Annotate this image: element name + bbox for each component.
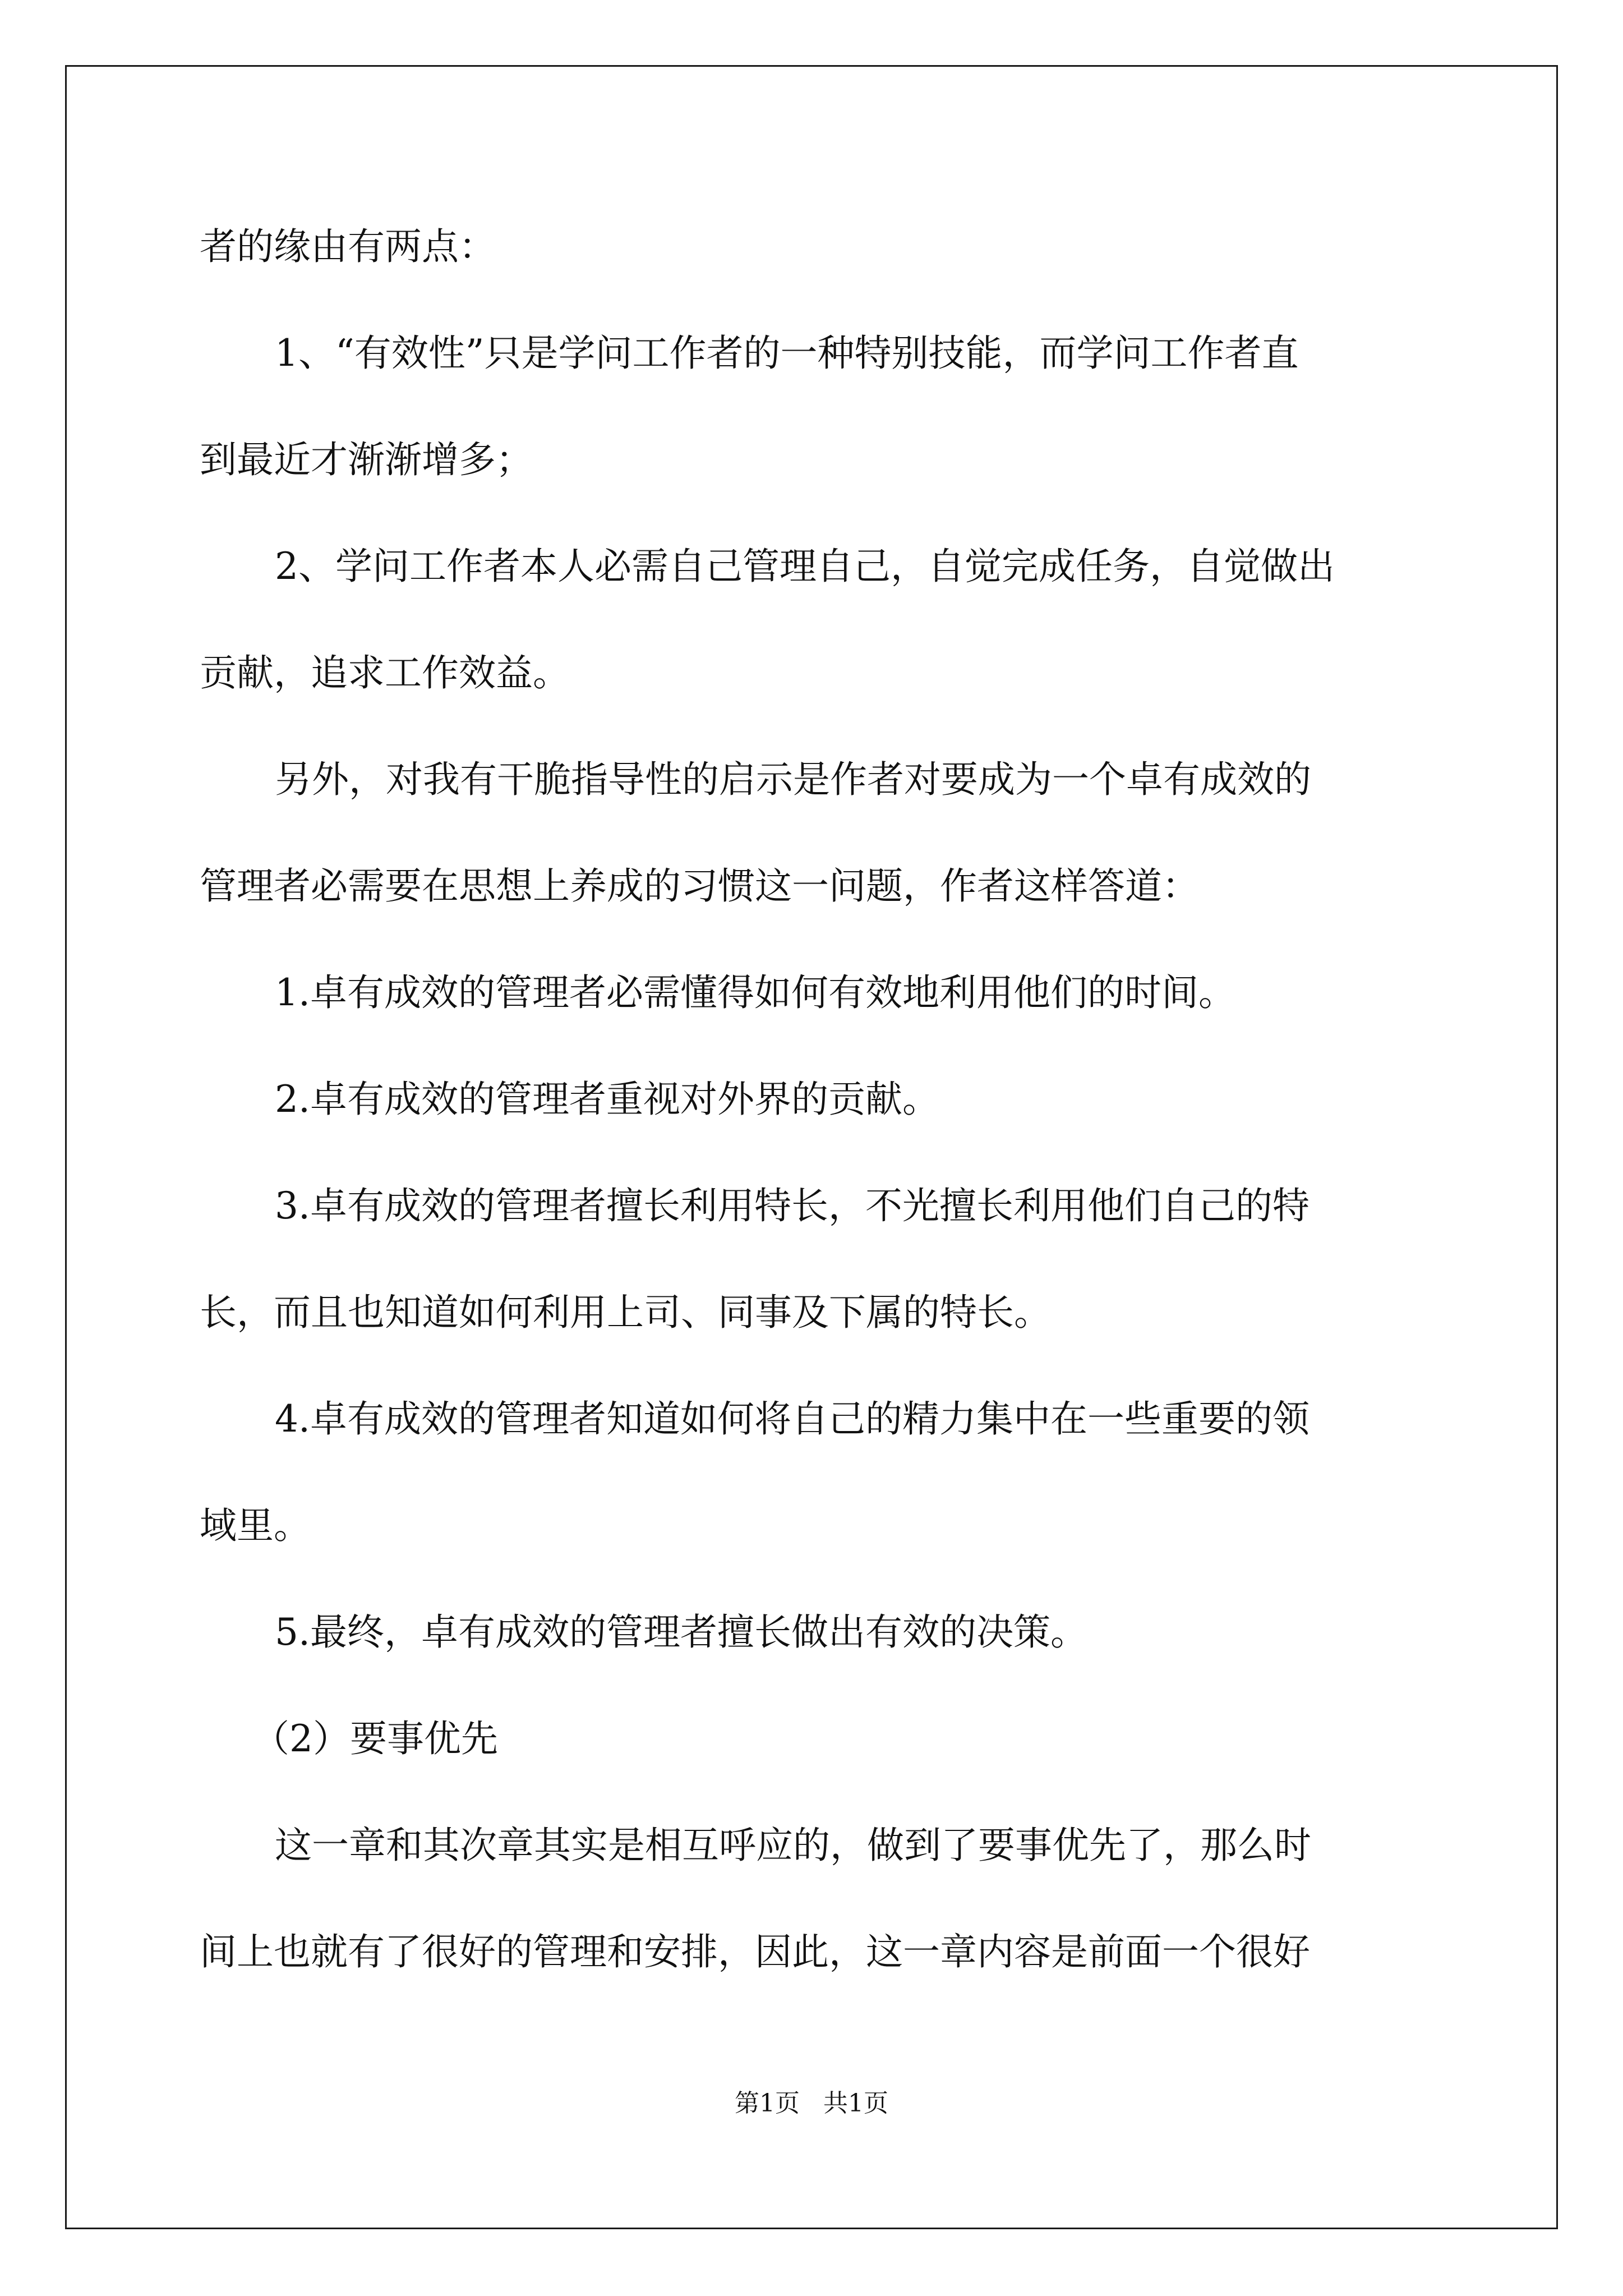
text-line: 1.卓有成效的管理者必需懂得如何有效地利用他们的时间。	[275, 971, 1235, 1014]
page-border	[65, 65, 1558, 2229]
text-line: 3.卓有成效的管理者擅长利用特长，不光擅长利用他们自己的特	[275, 1184, 1310, 1227]
text-line: 间上也就有了很好的管理和安排，因此，这一章内容是前面一个很好	[200, 1930, 1310, 1973]
text-line: 4.卓有成效的管理者知道如何将自己的精力集中在一些重要的领	[275, 1397, 1310, 1441]
text-line: 2、学问工作者本人必需自己管理自己，自觉完成任务，自觉做出	[275, 545, 1335, 588]
page-footer: 第1页 共1页	[735, 2089, 888, 2118]
text-line: 另外，对我有干脆指导性的启示是作者对要成为一个卓有成效的	[275, 758, 1311, 801]
text-line: 这一章和其次章其实是相互呼应的，做到了要事优先了，那么时	[275, 1824, 1311, 1867]
text-line: 贡献，追求工作效益。	[200, 651, 570, 694]
text-line: 管理者必需要在思想上养成的习惯这一问题，作者这样答道：	[200, 864, 1199, 908]
text-line: 长，而且也知道如何利用上司、同事及下属的特长。	[200, 1291, 1051, 1334]
text-line: 域里。	[200, 1504, 311, 1547]
text-line: 1、“有效性”只是学问工作者的一种特别技能，而学问工作者直	[275, 332, 1299, 375]
text-line: 者的缘由有两点：	[200, 225, 496, 268]
text-line: 5.最终，卓有成效的管理者擅长做出有效的决策。	[275, 1611, 1087, 1654]
section-heading: （2）要事优先	[252, 1717, 498, 1760]
text-line: 到最近才渐渐增多；	[200, 438, 533, 481]
text-line: 2.卓有成效的管理者重视对外界的贡献。	[275, 1078, 939, 1121]
